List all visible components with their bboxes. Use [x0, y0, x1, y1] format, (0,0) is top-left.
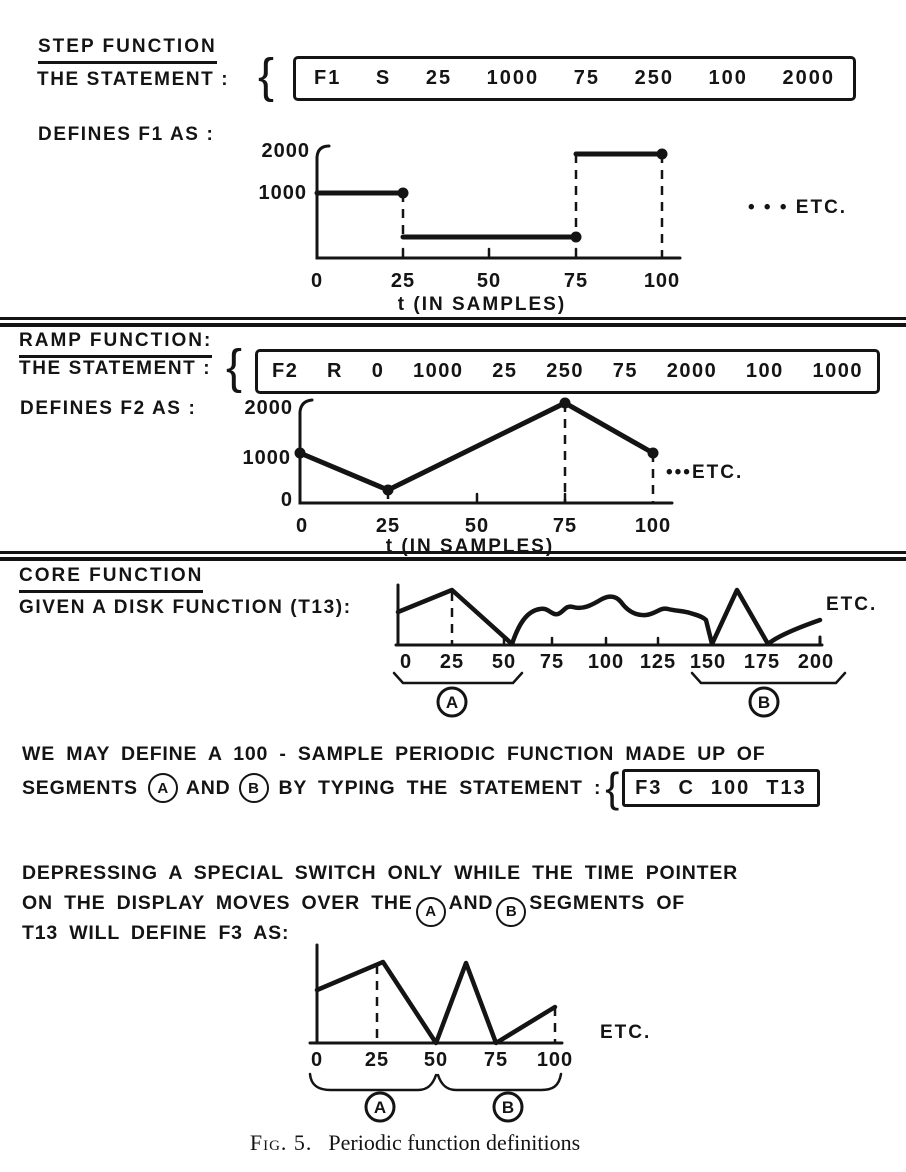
statement-token: 0: [371, 360, 385, 382]
ramp-section-heading: RAMP FUNCTION:: [19, 330, 212, 358]
ramp-x-tick: 50: [464, 515, 490, 537]
core-x-tick: 0: [399, 651, 413, 673]
core-given-label: GIVEN A DISK FUNCTION (T13):: [19, 597, 352, 618]
f3-segment-b-brace: [438, 1074, 561, 1090]
section-divider: [0, 317, 906, 327]
core-x-tick: 125: [639, 651, 677, 673]
step-x-tick: 100: [643, 270, 681, 292]
figure-caption-number: Fig. 5.: [249, 1130, 313, 1155]
step-statement-label: THE STATEMENT :: [37, 69, 230, 90]
switch-line2-mid: AND: [448, 892, 494, 914]
segment-a-bracket: [394, 673, 522, 683]
ramp-function-chart: [0, 392, 906, 558]
segment-b-inline-circle: B: [239, 773, 269, 803]
statement-token: 2000: [666, 360, 718, 382]
statement-token: S: [375, 67, 392, 89]
step-x-axis-label: t (IN SAMPLES): [397, 294, 567, 315]
statement-token: 2000: [782, 67, 835, 89]
ramp-line: [300, 403, 653, 490]
ramp-y-tick-1000: 1000: [242, 447, 291, 469]
switch-line2-pre: ON THE DISPLAY MOVES OVER THE: [22, 892, 413, 914]
switch-paragraph-line3: T13 WILL DEFINE F3 AS:: [22, 922, 290, 944]
ramp-etc-label: •••ETC.: [666, 462, 744, 483]
step-y-tick-2000: 2000: [261, 140, 310, 162]
compose-line2-post: BY TYPING THE STATEMENT :: [278, 776, 602, 799]
core-x-tick: 175: [743, 651, 781, 673]
statement-token: 100: [745, 360, 784, 382]
core-x-tick: 150: [689, 651, 727, 673]
ramp-x-tick: 100: [634, 515, 672, 537]
f3-segment-a-brace: [310, 1074, 436, 1090]
core-chart-axes: [396, 585, 822, 645]
statement-token: 1000: [413, 360, 464, 382]
core-x-tick: 25: [439, 651, 465, 673]
step-statement-brace: {: [258, 50, 275, 103]
ramp-x-tick: 0: [295, 515, 309, 537]
statement-token: C: [678, 776, 695, 799]
step-statement-box: [293, 56, 856, 101]
core-section-heading: CORE FUNCTION: [19, 565, 203, 593]
step-x-tick: 50: [476, 270, 502, 292]
ramp-point-0: [295, 448, 306, 459]
segment-b-letter: B: [757, 693, 771, 712]
step-point-75: [571, 232, 582, 243]
statement-token: 75: [573, 67, 600, 89]
compose-paragraph-line2: [22, 764, 820, 811]
step-x-tick: 0: [310, 270, 324, 292]
compose-line2-pre: SEGMENTS: [22, 776, 138, 799]
statement-token: F1: [314, 67, 342, 89]
f3-function-chart: [0, 935, 906, 1128]
core-x-tick: 100: [587, 651, 625, 673]
segment-a-letter: A: [445, 693, 459, 712]
switch-line2-post: SEGMENTS OF: [529, 892, 685, 914]
statement-token: 100: [710, 776, 751, 799]
ramp-y-tick-0: 0: [280, 489, 293, 511]
f3-x-tick: 75: [483, 1049, 509, 1071]
statement-token: 1000: [486, 67, 540, 89]
step-x-tick: 75: [563, 270, 589, 292]
statement-token: 25: [492, 360, 518, 382]
core-x-tick: 200: [797, 651, 835, 673]
figure-caption-text: Periodic function definitions: [328, 1130, 581, 1155]
segment-a-inline-circle: A: [416, 897, 446, 927]
segment-b-inline-circle: B: [496, 897, 526, 927]
compose-line2-mid: AND: [185, 776, 231, 799]
step-section-heading: STEP FUNCTION: [38, 36, 217, 64]
ramp-x-tick: 75: [552, 515, 578, 537]
statement-token: F2: [272, 360, 299, 382]
f3-x-tick: 25: [364, 1049, 390, 1071]
core-curve: [398, 590, 820, 644]
f3-curve: [317, 962, 555, 1043]
ramp-statement-label: THE STATEMENT :: [19, 358, 212, 379]
ramp-chart-axes: [300, 400, 672, 503]
figure-caption: [0, 1130, 830, 1156]
statement-token: 25: [425, 67, 453, 89]
f3-x-tick: 0: [310, 1049, 324, 1071]
segment-a-inline-circle: A: [148, 773, 178, 803]
f3-etc-label: ETC.: [600, 1022, 652, 1043]
ramp-y-tick-2000: 2000: [244, 397, 293, 419]
core-x-tick: 50: [491, 651, 517, 673]
statement-token: T13: [766, 776, 807, 799]
step-etc-label: • • • ETC.: [748, 197, 848, 218]
switch-paragraph-line1: DEPRESSING A SPECIAL SWITCH ONLY WHILE THE TIME POINTER: [22, 862, 739, 884]
core-function-chart: [0, 578, 906, 730]
step-chart-axes: [317, 146, 680, 258]
ramp-x-tick: 25: [375, 515, 401, 537]
ramp-defines-label: DEFINES F2 AS :: [20, 398, 197, 419]
f3-x-tick: 100: [536, 1049, 574, 1071]
statement-token: F3: [635, 776, 663, 799]
statement-token: 250: [546, 360, 585, 382]
compose-statement-brace: {: [605, 764, 621, 811]
f3-segment-a-letter: A: [373, 1098, 387, 1117]
core-etc-label: ETC.: [826, 594, 878, 615]
compose-statement-box: [622, 769, 820, 807]
statement-token: R: [327, 360, 343, 382]
statement-token: 250: [634, 67, 674, 89]
step-function-chart: [0, 133, 906, 315]
step-x-tick: 25: [390, 270, 416, 292]
core-x-tick: 75: [539, 651, 565, 673]
ramp-statement-box: [255, 349, 880, 394]
f3-segment-b-letter: B: [501, 1098, 515, 1117]
section-divider: [0, 551, 906, 561]
statement-token: 1000: [812, 360, 863, 382]
segment-b-bracket: [692, 673, 845, 683]
step-y-tick-1000: 1000: [258, 182, 307, 204]
ramp-x-axis-label: t (IN SAMPLES): [385, 536, 555, 557]
step-defines-label: DEFINES F1 AS :: [38, 124, 215, 145]
statement-token: 100: [708, 67, 748, 89]
statement-token: 75: [612, 360, 639, 382]
ramp-statement-brace: {: [226, 341, 243, 394]
compose-paragraph-line1: WE MAY DEFINE A 100 - SAMPLE PERIODIC FUNCTION MADE UP OF: [22, 743, 766, 765]
f3-x-tick: 50: [423, 1049, 449, 1071]
